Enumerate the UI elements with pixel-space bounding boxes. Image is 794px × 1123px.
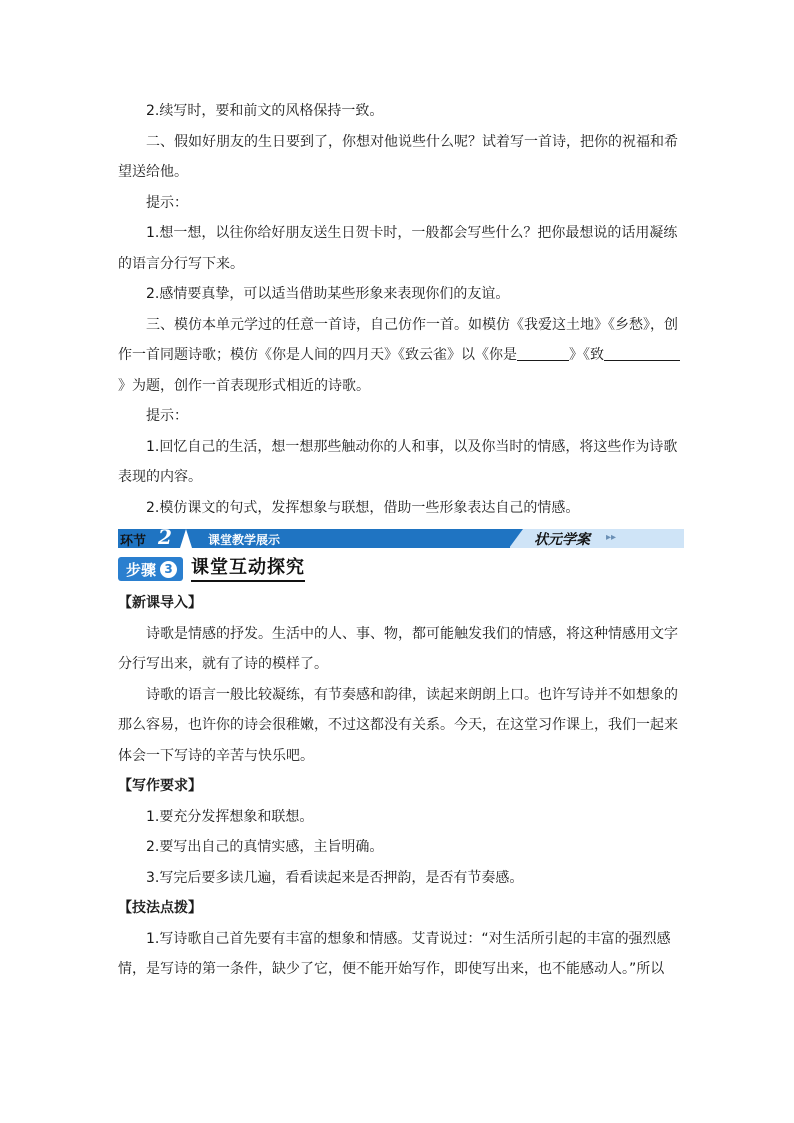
section-heading: 【技法点拨】 bbox=[118, 900, 202, 916]
paragraph: 诗歌的语言一般比较凝练，有节奏感和韵律，读起来朗朗上口。也许写诗并不如想象的那么容易，也许你的诗会很稚嫩，不过这都没有关系。今天，在这堂习作课上，我们一起来体会一下写诗的辛苦与快乐吧。 bbox=[118, 686, 678, 764]
hint-label: 提示： bbox=[146, 194, 188, 211]
step-title: 课堂互动探究 bbox=[191, 556, 305, 582]
band-title: 课堂教学展示 bbox=[208, 533, 281, 547]
paragraph: 2.模仿课文的句式，发挥想象与联想，借助一些形象表达自己的情感。 bbox=[146, 499, 580, 516]
text-segment: 三、模仿本单元学过的任意一首诗，自己仿作一首。如模仿《我爱这土地》《乡愁》，创作一首同题诗歌；模仿《你是人间的四月天》《致云雀》以《你是 bbox=[118, 316, 678, 363]
list-item: 2.要写出自己的真情实感，主旨明确。 bbox=[146, 839, 384, 855]
band-label: 环节 bbox=[120, 534, 147, 549]
hint-label: 提示： bbox=[146, 408, 188, 424]
step-label: 步骤 bbox=[126, 560, 157, 579]
fill-blank bbox=[517, 346, 569, 361]
section-heading: 【写作要求】 bbox=[118, 778, 202, 794]
content-body bbox=[118, 96, 684, 985]
section-heading: 【新课导入】 bbox=[118, 595, 202, 611]
band-left bbox=[118, 525, 510, 549]
paragraph: 1.回忆自己的生活，想一想那些触动你的人和事，以及你当时的情感，将这些作为诗歌表现的内容。 bbox=[118, 438, 678, 485]
paragraph: 1.写诗歌自己首先要有丰富的想象和情感。艾青说过：“对生活所引起的丰富的强烈感情，是写诗的第一条件，缺少了它，便不能开始写作，即使写出来，也不能感动人。”所以 bbox=[118, 930, 671, 977]
list-item: 1.要充分发挥想象和联想。 bbox=[146, 808, 314, 825]
band-number: 2 bbox=[158, 525, 172, 549]
paragraph: 二、假如好朋友的生日要到了，你想对他说些什么呢？试着写一首诗，把你的祝福和希望送给他。 bbox=[118, 133, 678, 180]
text-segment: 》为题，创作一首表现形式相近的诗歌。 bbox=[118, 377, 370, 394]
band-divider bbox=[180, 529, 192, 548]
text-segment: 》《致 bbox=[569, 347, 604, 363]
band-cut-decoration bbox=[509, 529, 523, 548]
brand-logo: 状元学案 bbox=[534, 532, 590, 548]
paragraph: 2.续写时，要和前文的风格保持一致。 bbox=[146, 103, 384, 119]
paragraph-with-blanks bbox=[118, 310, 684, 402]
paragraph: 1.想一想，以往你给好朋友送生日贺卡时，一般都会写些什么？把你最想说的话用凝练的语言分行写下来。 bbox=[118, 225, 678, 272]
list-item: 3.写完后要多读几遍，看看读起来是否押韵，是否有节奏感。 bbox=[146, 869, 524, 886]
paragraph: 2.感情要真挚，可以适当借助某些形象来表现你们的友谊。 bbox=[146, 286, 510, 302]
step-number: 3 bbox=[160, 561, 177, 578]
section-band bbox=[118, 525, 684, 549]
fill-blank bbox=[604, 346, 680, 361]
step-badge bbox=[118, 557, 183, 581]
paragraph: 诗歌是情感的抒发。生活中的人、事、物，都可能触发我们的情感，将这种情感用文字分行写出来，就有了诗的模样了。 bbox=[118, 625, 678, 672]
band-right bbox=[510, 529, 684, 548]
double-arrow-icon: ▸▸ bbox=[606, 532, 617, 543]
step-header bbox=[118, 554, 684, 584]
